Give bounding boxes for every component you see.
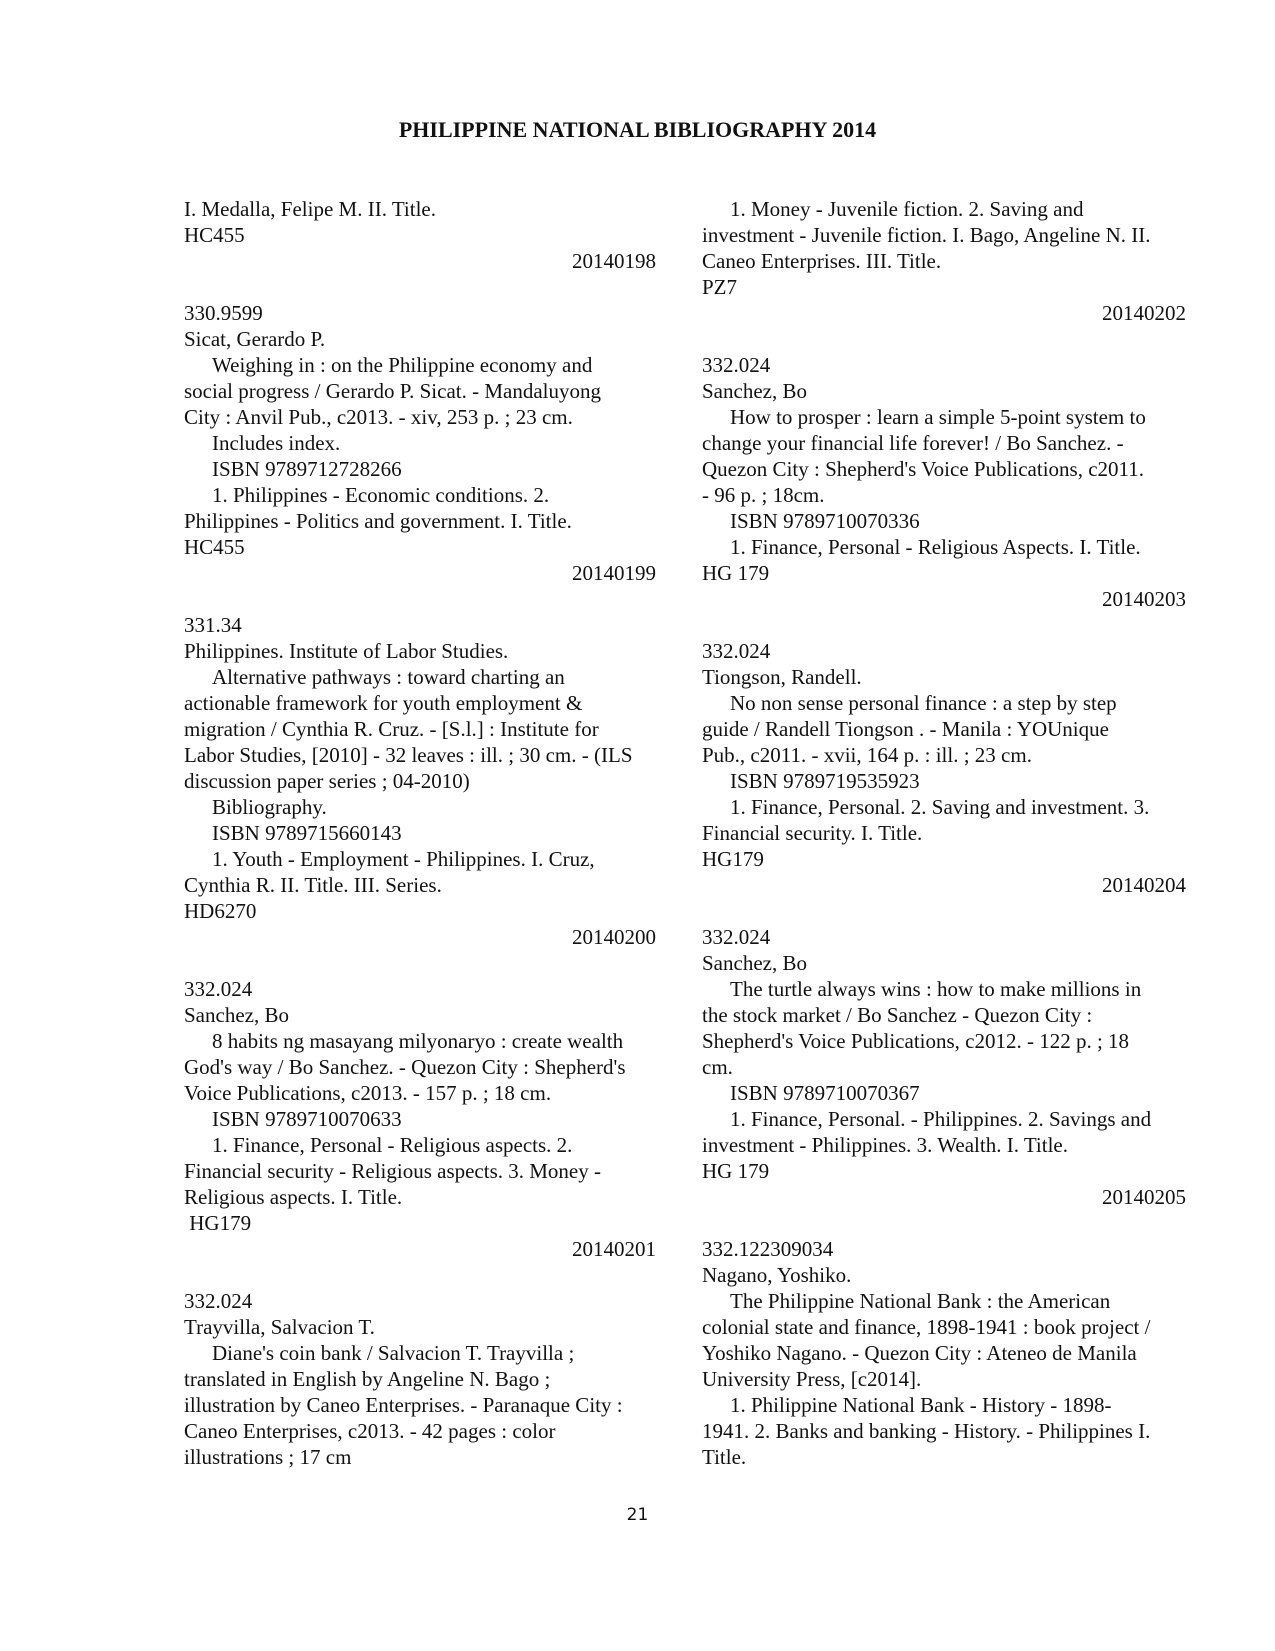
bibliography-line: 1. Finance, Personal - Religious Aspects. I. Title.	[730, 535, 1141, 559]
bibliography-line: Quezon City : Shepherd's Voice Publications, c2011.	[702, 457, 1145, 481]
entry-separator	[184, 950, 656, 976]
bibliography-line: Voice Publications, c2013. - 157 p. ; 18 cm.	[184, 1081, 552, 1105]
right-column	[702, 196, 1186, 1470]
bibliography-line: Weighing in : on the Philippine economy and	[212, 353, 593, 377]
bibliography-line: How to prosper : learn a simple 5-point system to	[730, 405, 1146, 429]
bibliography-line: HC455	[184, 223, 245, 247]
entry-separator	[702, 612, 1186, 638]
bibliography-line: migration / Cynthia R. Cruz. - [S.l.] : Institute for	[184, 717, 599, 741]
bibliography-line: Alternative pathways : toward charting an	[212, 665, 565, 689]
entry-separator	[702, 1210, 1186, 1236]
bibliography-line: PZ7	[702, 275, 738, 299]
bibliography-line: 331.34	[184, 613, 242, 637]
bibliography-line: the stock market / Bo Sanchez - Quezon City :	[702, 1003, 1093, 1027]
bibliography-line: The Philippine National Bank : the American	[730, 1289, 1111, 1313]
bibliography-line: Includes index.	[212, 431, 341, 455]
bibliography-line: discussion paper series ; 04-2010)	[184, 769, 470, 793]
bibliography-line: 1. Finance, Personal. 2. Saving and investment. 3.	[730, 795, 1150, 819]
bibliography-line: Financial security. I. Title.	[702, 821, 923, 845]
bibliography-line: HD6270	[184, 899, 257, 923]
bibliography-line: Labor Studies, [2010] - 32 leaves : ill. ; 30 cm. - (ILS	[184, 743, 633, 767]
entry-separator	[702, 898, 1186, 924]
accession-number: 20140201	[572, 1237, 656, 1261]
accession-number: 20140198	[572, 249, 656, 273]
bibliography-line: ISBN 9789719535923	[730, 769, 920, 793]
bibliography-line: 1. Finance, Personal - Religious aspects. 2.	[212, 1133, 573, 1157]
bibliography-line: Yoshiko Nagano. - Quezon City : Ateneo de Manila	[702, 1341, 1137, 1365]
bibliography-line: illustration by Caneo Enterprises. - Paranaque City :	[184, 1393, 623, 1417]
bibliography-line: HC455	[184, 535, 245, 559]
bibliography-line: ISBN 9789710070336	[730, 509, 920, 533]
bibliography-line: Religious aspects. I. Title.	[184, 1185, 403, 1209]
bibliography-line: 332.122309034	[702, 1237, 834, 1261]
entry-separator	[184, 1262, 656, 1288]
bibliography-line: social progress / Gerardo P. Sicat. - Mandaluyong	[184, 379, 601, 403]
bibliography-line: I. Medalla, Felipe M. II. Title.	[184, 197, 436, 221]
bibliography-line: ISBN 9789715660143	[212, 821, 402, 845]
bibliography-line: colonial state and finance, 1898-1941 : book project /	[702, 1315, 1151, 1339]
bibliography-line: Title.	[702, 1445, 747, 1469]
bibliography-line: HG179	[184, 1211, 252, 1235]
bibliography-line: - 96 p. ; 18cm.	[702, 483, 825, 507]
bibliography-line: 1. Finance, Personal. - Philippines. 2. Savings and	[730, 1107, 1152, 1131]
bibliography-line: God's way / Bo Sanchez. - Quezon City : Shepherd's	[184, 1055, 626, 1079]
bibliography-line: cm.	[702, 1055, 733, 1079]
bibliography-line: 8 habits ng masayang milyonaryo : create wealth	[212, 1029, 624, 1053]
bibliography-line: actionable framework for youth employment &	[184, 691, 583, 715]
entry-separator	[184, 274, 656, 300]
bibliography-line: Caneo Enterprises. III. Title.	[702, 249, 942, 273]
bibliography-line: Philippines. Institute of Labor Studies.	[184, 639, 509, 663]
bibliography-line: 332.024	[184, 977, 253, 1001]
accession-number: 20140203	[1102, 587, 1186, 611]
bibliography-line: Sicat, Gerardo P.	[184, 327, 326, 351]
bibliography-line: ISBN 9789710070633	[212, 1107, 402, 1131]
bibliography-line: Caneo Enterprises, c2013. - 42 pages : color	[184, 1419, 556, 1443]
bibliography-line: change your financial life forever! / Bo Sanchez. -	[702, 431, 1124, 455]
page-number: 21	[626, 1505, 649, 1525]
bibliography-line: Cynthia R. II. Title. III. Series.	[184, 873, 442, 897]
bibliography-line: 1. Philippines - Economic conditions. 2.	[212, 483, 550, 507]
accession-number: 20140200	[572, 925, 656, 949]
bibliography-line: Diane's coin bank / Salvacion T. Trayvilla ;	[212, 1341, 575, 1365]
bibliography-line: Nagano, Yoshiko.	[702, 1263, 852, 1287]
bibliography-line: 332.024	[184, 1289, 253, 1313]
bibliography-line: The turtle always wins : how to make millions in	[730, 977, 1142, 1001]
bibliography-line: Sanchez, Bo	[184, 1003, 289, 1027]
bibliography-line: HG 179	[702, 561, 770, 585]
bibliography-line: No non sense personal finance : a step by step	[730, 691, 1117, 715]
accession-number: 20140205	[1102, 1185, 1186, 1209]
bibliography-line: guide / Randell Tiongson . - Manila : YOUnique	[702, 717, 1109, 741]
bibliography-line: Sanchez, Bo	[702, 379, 807, 403]
bibliography-line: Pub., c2011. - xvii, 164 p. : ill. ; 23 cm.	[702, 743, 1032, 767]
bibliography-line: 330.9599	[184, 301, 263, 325]
bibliography-line: illustrations ; 17 cm	[184, 1445, 352, 1469]
bibliography-line: Shepherd's Voice Publications, c2012. - 122 p. ; 18	[702, 1029, 1130, 1053]
bibliography-line: translated in English by Angeline N. Bago ;	[184, 1367, 551, 1391]
bibliography-line: Bibliography.	[212, 795, 327, 819]
bibliography-line: ISBN 9789710070367	[730, 1081, 920, 1105]
bibliography-line: University Press, [c2014].	[702, 1367, 922, 1391]
entry-separator	[184, 586, 656, 612]
bibliography-line: HG 179	[702, 1159, 770, 1183]
bibliography-line: 1. Youth - Employment - Philippines. I. Cruz,	[212, 847, 595, 871]
bibliography-line: 1. Philippine National Bank - History - 1898-	[730, 1393, 1112, 1417]
accession-number: 20140199	[572, 561, 656, 585]
bibliography-line: Sanchez, Bo	[702, 951, 807, 975]
bibliography-line: ISBN 9789712728266	[212, 457, 402, 481]
accession-number: 20140204	[1102, 873, 1186, 897]
bibliography-line: 332.024	[702, 353, 771, 377]
bibliography-line: Tiongson, Randell.	[702, 665, 862, 689]
bibliography-line: Trayvilla, Salvacion T.	[184, 1315, 375, 1339]
bibliography-line: HG179	[702, 847, 764, 871]
page-title: PHILIPPINE NATIONAL BIBLIOGRAPHY 2014	[398, 117, 877, 142]
bibliography-line: 1. Money - Juvenile fiction. 2. Saving and	[730, 197, 1084, 221]
bibliography-line: 332.024	[702, 925, 771, 949]
bibliography-line: investment - Juvenile fiction. I. Bago, Angeline N. II.	[702, 223, 1151, 247]
bibliography-line: Philippines - Politics and government. I. Title.	[184, 509, 572, 533]
bibliography-line: investment - Philippines. 3. Wealth. I. Title.	[702, 1133, 1069, 1157]
bibliography-line: City : Anvil Pub., c2013. - xiv, 253 p. ; 23 cm.	[184, 405, 573, 429]
entry-separator	[702, 326, 1186, 352]
bibliography-line: Financial security - Religious aspects. 3. Money -	[184, 1159, 601, 1183]
bibliography-line: 1941. 2. Banks and banking - History. - Philippines I.	[702, 1419, 1151, 1443]
bibliography-line: 332.024	[702, 639, 771, 663]
left-column	[184, 196, 656, 1470]
accession-number: 20140202	[1102, 301, 1186, 325]
